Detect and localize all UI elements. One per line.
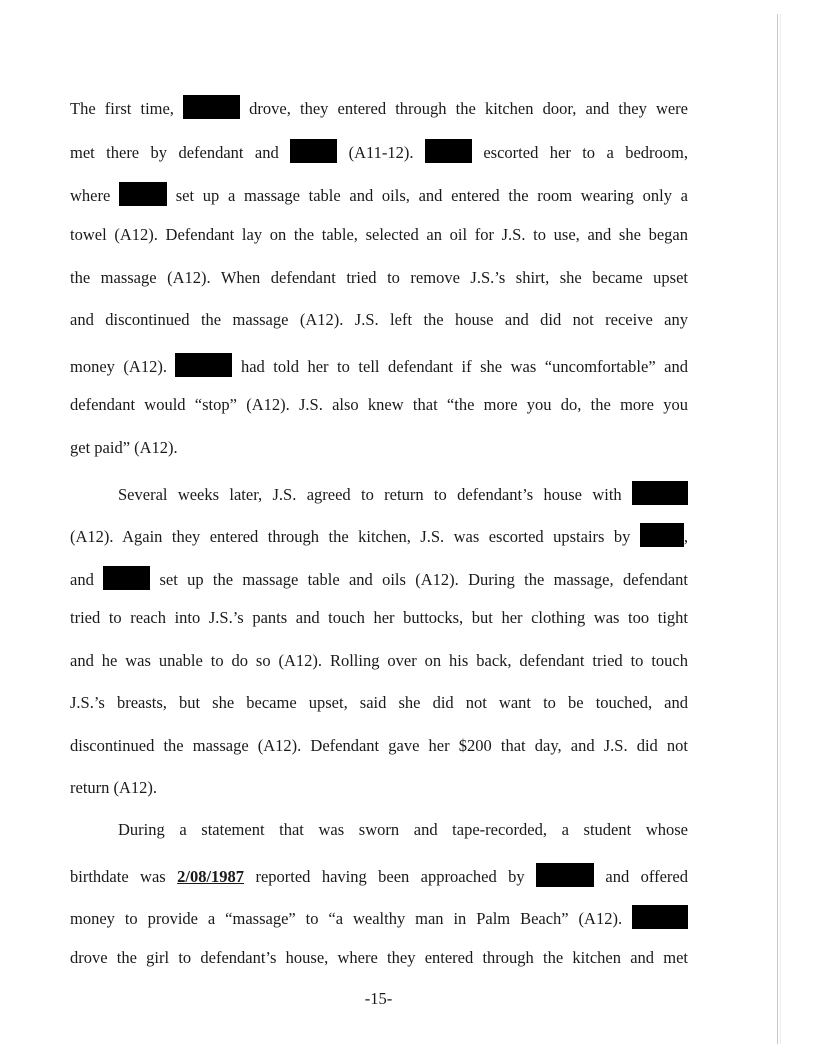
text-line: towel (A12). Defendant lay on the table, selected an oil for J.S. to use, and she began [70,225,688,244]
text-line: the massage (A12). When defendant tried to remove J.S.’s shirt, she became upset [70,268,688,287]
redaction-block [425,139,472,163]
text-line: birthdate was 2/08/1987 reported having been approached by and offered [70,863,688,887]
redaction-block [103,566,150,590]
redaction-block [175,353,232,377]
text-line: The first time, drove, they entered through the kitchen door, and they were [70,95,688,119]
redaction-block [536,863,594,887]
redaction-block [640,523,684,547]
text-line: met there by defendant and (A11-12). escorted her to a bedroom, [70,139,688,163]
text-line: defendant would “stop” (A12). J.S. also knew that “the more you do, the more you [70,395,688,414]
text-line: and discontinued the massage (A12). J.S. left the house and did not receive any [70,310,688,329]
text-line: money to provide a “massage” to “a wealthy man in Palm Beach” (A12). [70,905,688,929]
text-line: where set up a massage table and oils, and entered the room wearing only a [70,182,688,206]
text-line: discontinued the massage (A12). Defendant gave her $200 that day, and J.S. did not [70,736,688,755]
text-line: Several weeks later, J.S. agreed to return to defendant’s house with [118,481,688,505]
birthdate-value: 2/08/1987 [177,867,245,886]
scan-edge-shadow [780,14,781,1044]
text-line: and he was unable to do so (A12). Rolling over on his back, defendant tried to touch [70,651,688,670]
text-line: J.S.’s breasts, but she became upset, said she did not want to be touched, and [70,693,688,712]
redaction-block [632,905,688,929]
page-number: -15- [364,989,393,1008]
redaction-block [183,95,240,119]
text-line: tried to reach into J.S.’s pants and touch her buttocks, but her clothing was too tight [70,608,688,627]
text-line: (A12). Again they entered through the kitchen, J.S. was escorted upstairs by , [70,523,688,547]
text-line: and set up the massage table and oils (A12). During the massage, defendant [70,566,688,590]
redaction-block [290,139,337,163]
redaction-block [119,182,167,206]
scan-edge-line [777,14,778,1044]
text-line: money (A12). had told her to tell defendant if she was “uncomfortable” and [70,353,688,377]
text-line: During a statement that was sworn and tape-recorded, a student whose [118,820,688,839]
redaction-block [632,481,688,505]
text-line: return (A12). [70,778,158,797]
text-line: drove the girl to defendant’s house, where they entered through the kitchen and met [70,948,688,967]
text-line: get paid” (A12). [70,438,178,457]
